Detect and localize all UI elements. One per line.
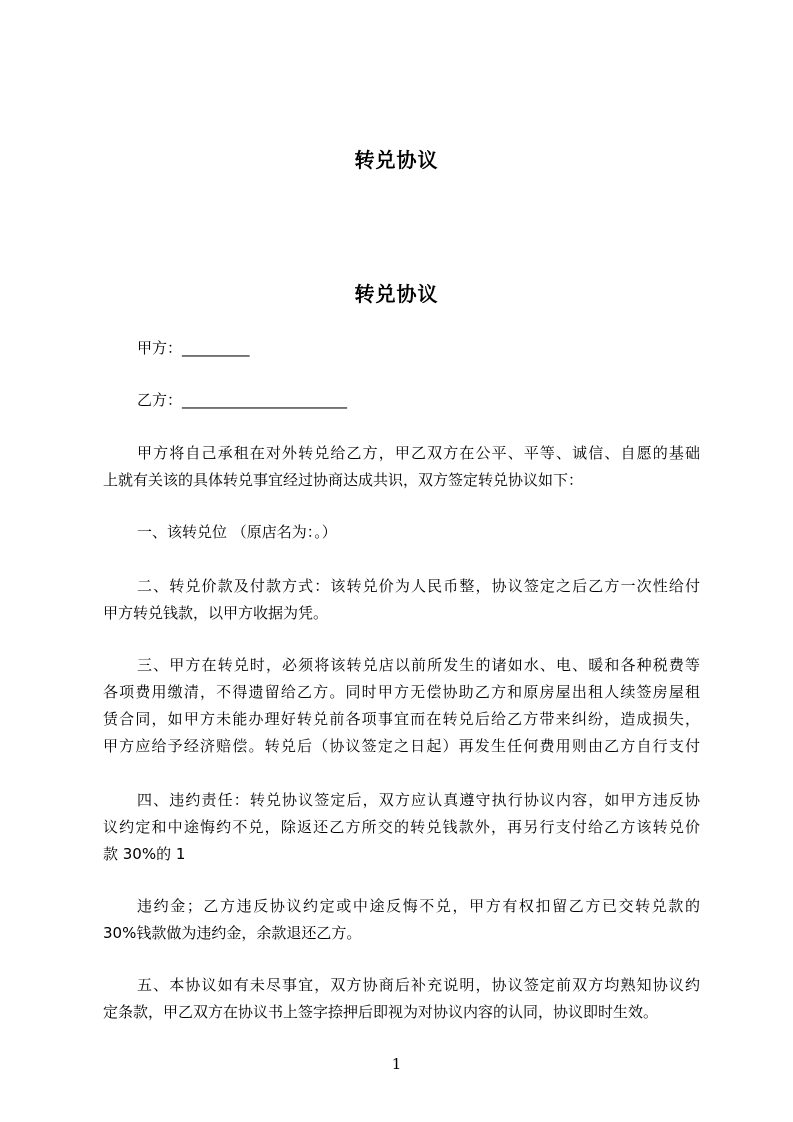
clause-1: 一、该转兑位 （原店名为：。） (137, 523, 337, 541)
clause-4-line-2: 议约定和中途悔约不兑，除返还乙方所交的转兑钱款外，再另行支付给乙方该转兑价 (103, 818, 700, 836)
page-number: 1 (391, 1055, 402, 1073)
party-b-line: 乙方：______________________ (137, 391, 348, 409)
clause-4b-line-1: 违约金；乙方违反协议约定或中途反悔不兑，甲方有权扣留乙方已交转兑款的 (137, 897, 700, 915)
clause-3-line-4: 甲方应给予经济赔偿。转兑后（协议签定之日起）再发生任何费用则由乙方自行支付 (103, 737, 700, 755)
document-title: 转兑协议 (354, 282, 439, 306)
clause-3-line-2: 各项费用缴清，不得遗留给乙方。同时甲方无偿协助乙方和原房屋出租人续签房屋租 (103, 683, 700, 701)
intro-line-1: 甲方将自己承租在对外转兑给乙方，甲乙双方在公平、平等、诚信、自愿的基础 (137, 444, 700, 462)
clause-3-line-3: 赁合同，如甲方未能办理好转兑前各项事宜而在转兑后给乙方带来纠纷，造成损失， (103, 710, 700, 728)
intro-line-2: 上就有关该的具体转兑事宜经过协商达成共识，双方签定转兑协议如下： (103, 471, 584, 489)
header-title: 转兑协议 (354, 148, 439, 172)
clause-4-line-1: 四、违约责任：转兑协议签定后，双方应认真遵守执行协议内容，如甲方违反协 (137, 791, 700, 809)
clause-2-line-1: 二、转兑价款及付款方式：该转兑价为人民币整，协议签定之后乙方一次性给付 (137, 577, 700, 595)
clause-5-line-2: 定条款，甲乙双方在协议书上签字捺押后即视为对协议内容的认同，协议即时生效。 (103, 1003, 659, 1021)
clause-3-line-1: 三、甲方在转兑时，必须将该转兑店以前所发生的诸如水、电、暖和各种税费等 (137, 656, 700, 674)
clause-5-line-1: 五、本协议如有未尽事宜，双方协商后补充说明，协议签定前双方均熟知协议约 (137, 976, 700, 994)
party-a-line: 甲方：_________ (137, 339, 250, 357)
clause-2-line-2: 甲方转兑钱款，以甲方收据为凭。 (103, 604, 329, 622)
clause-4b-line-2: 30%钱款做为违约金，余款退还乙方。 (103, 924, 362, 942)
clause-4-line-3: 款 30%的 1 (103, 845, 186, 863)
